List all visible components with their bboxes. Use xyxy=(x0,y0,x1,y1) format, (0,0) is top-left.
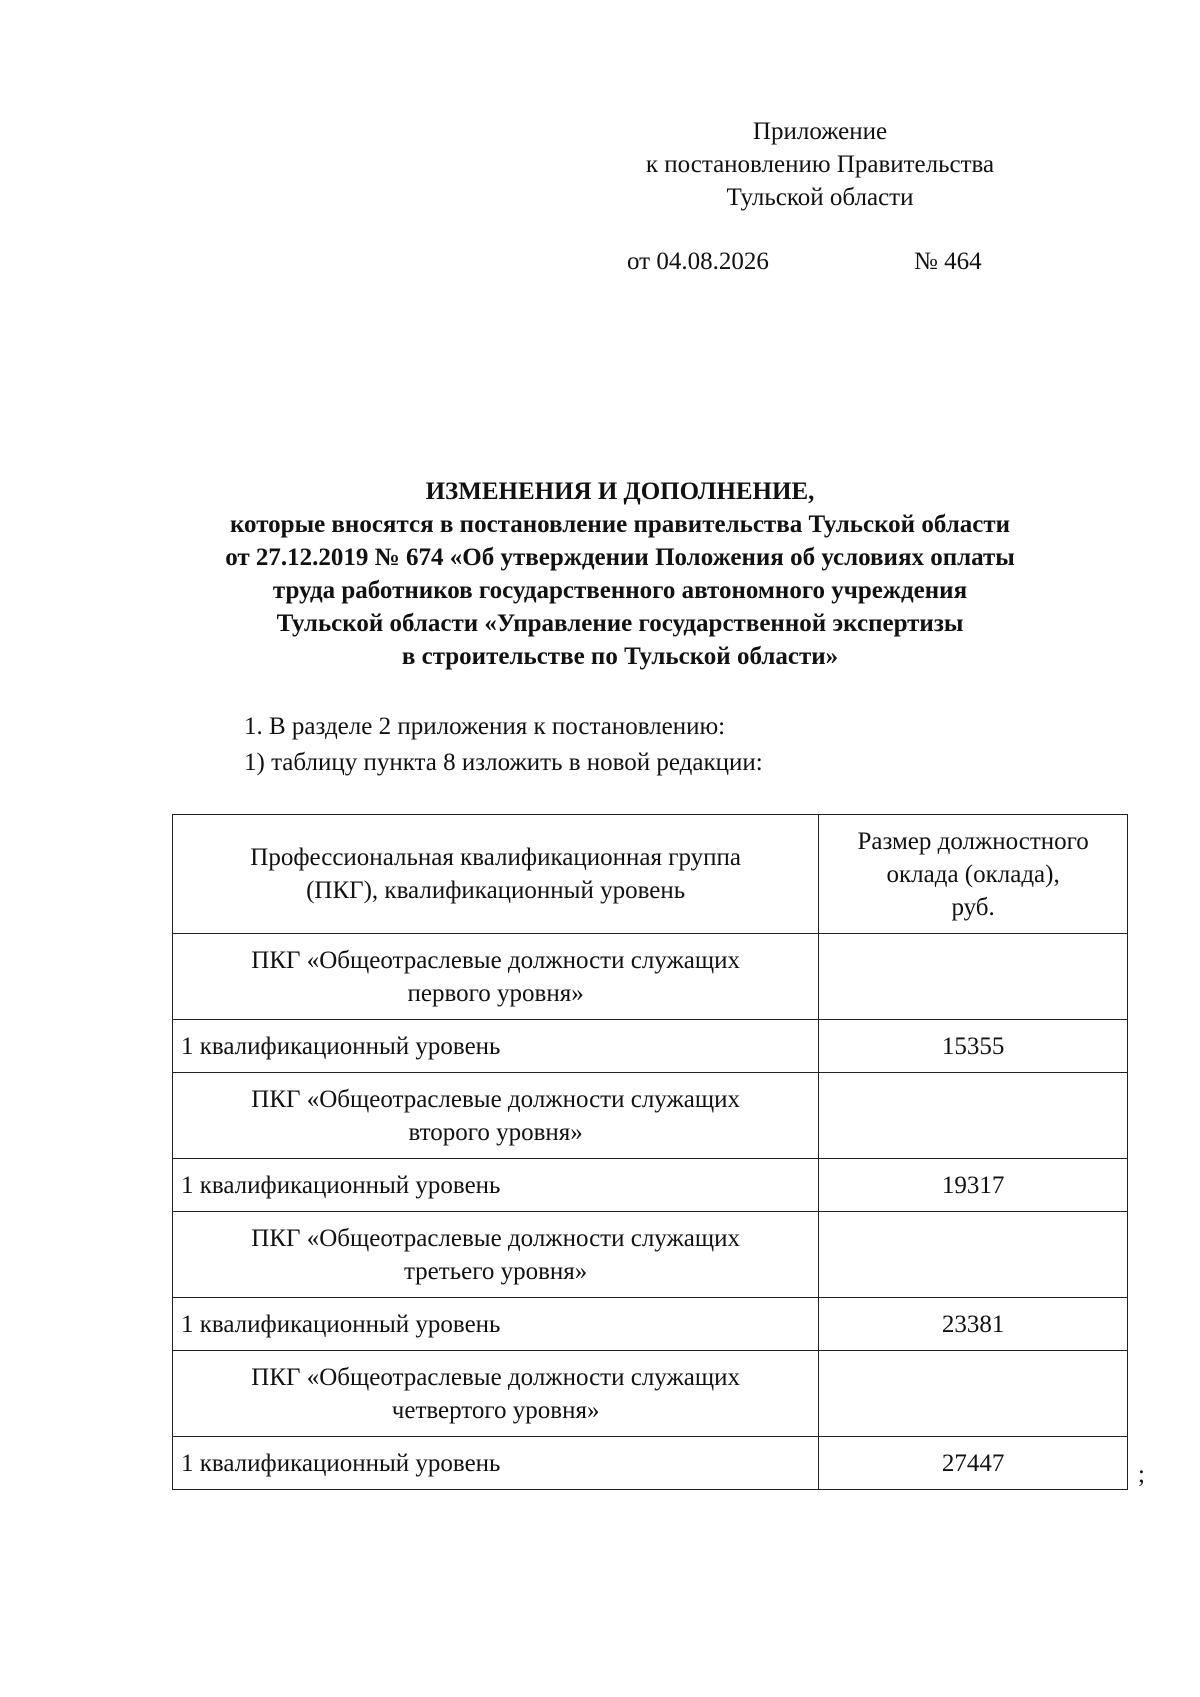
group-name-text: ПКГ «Общеотраслевые должности служащих xyxy=(251,1085,740,1113)
heading-line: которые вносятся в постановление правительства Тульской области xyxy=(229,511,1011,538)
table-row-level xyxy=(173,1437,1128,1490)
salary-cell: 27447 xyxy=(819,1437,1128,1490)
group-name-cell xyxy=(173,1073,819,1159)
header-text: руб. xyxy=(951,893,995,921)
group-name-text: ПКГ «Общеотраслевые должности служащих xyxy=(251,1363,740,1391)
group-name-text: второго уровня» xyxy=(408,1118,583,1146)
header-text: оклада (оклада), xyxy=(886,860,1060,888)
table-trailing-semicolon: ; xyxy=(1138,1461,1145,1488)
heading-line: от 27.12.2019 № 674 «Об утверждении Положения об условиях оплаты xyxy=(225,544,1015,571)
group-name-cell xyxy=(173,1212,819,1298)
group-name-text: ПКГ «Общеотраслевые должности служащих xyxy=(251,1224,740,1252)
level-cell: 1 квалификационный уровень xyxy=(173,1298,819,1351)
empty-cell xyxy=(819,1212,1128,1298)
group-name-text: четвертого уровня» xyxy=(391,1396,600,1424)
body-paragraph-2: 1) таблицу пункта 8 изложить в новой редакции: xyxy=(244,749,763,776)
heading-line: Тульской области «Управление государственной экспертизы xyxy=(276,610,964,637)
salary-cell: 19317 xyxy=(819,1159,1128,1212)
group-name-cell xyxy=(173,1351,819,1437)
group-name-text: ПКГ «Общеотраслевые должности служащих xyxy=(251,946,740,974)
table-row-group xyxy=(173,934,1128,1020)
table-header-row xyxy=(173,815,1128,934)
table-row-level xyxy=(173,1020,1128,1073)
salary-cell: 15355 xyxy=(819,1020,1128,1073)
level-cell: 1 квалификационный уровень xyxy=(173,1020,819,1073)
level-cell: 1 квалификационный уровень xyxy=(173,1159,819,1212)
table-row-group xyxy=(173,1351,1128,1437)
empty-cell xyxy=(819,1073,1128,1159)
table-row-group xyxy=(173,1212,1128,1298)
level-cell: 1 квалификационный уровень xyxy=(173,1437,819,1490)
heading-line: в строительстве по Тульской области» xyxy=(401,643,839,670)
group-name-text: первого уровня» xyxy=(407,979,584,1007)
heading-line: труда работников государственного автономного учреждения xyxy=(272,577,968,604)
body-paragraph-1: 1. В разделе 2 приложения к постановлению: xyxy=(244,713,726,740)
empty-cell xyxy=(819,1351,1128,1437)
header-salary-cell xyxy=(819,815,1128,934)
empty-cell xyxy=(819,934,1128,1020)
group-name-cell xyxy=(173,934,819,1020)
appendix-reference: к постановлению Правительства xyxy=(645,151,995,178)
salary-table xyxy=(172,814,1128,1490)
appendix-title: Приложение xyxy=(752,118,888,145)
resolution-number: № 464 xyxy=(914,248,982,275)
header-text: Профессиональная квалификационная группа xyxy=(250,844,741,871)
header-group-cell xyxy=(173,815,819,934)
table-row-level xyxy=(173,1298,1128,1351)
header-text: (ПКГ), квалификационный уровень xyxy=(306,877,686,904)
table-row-group xyxy=(173,1073,1128,1159)
salary-cell: 23381 xyxy=(819,1298,1128,1351)
document-heading xyxy=(140,475,1100,673)
table-row-level xyxy=(173,1159,1128,1212)
appendix-region: Тульской области xyxy=(726,184,914,211)
heading-line: ИЗМЕНЕНИЯ И ДОПОЛНЕНИЕ, xyxy=(425,478,815,505)
header-text: Размер должностного xyxy=(857,827,1089,855)
group-name-text: третьего уровня» xyxy=(403,1257,588,1285)
resolution-date: от 04.08.2026 xyxy=(627,248,769,275)
appendix-block xyxy=(620,115,1020,214)
